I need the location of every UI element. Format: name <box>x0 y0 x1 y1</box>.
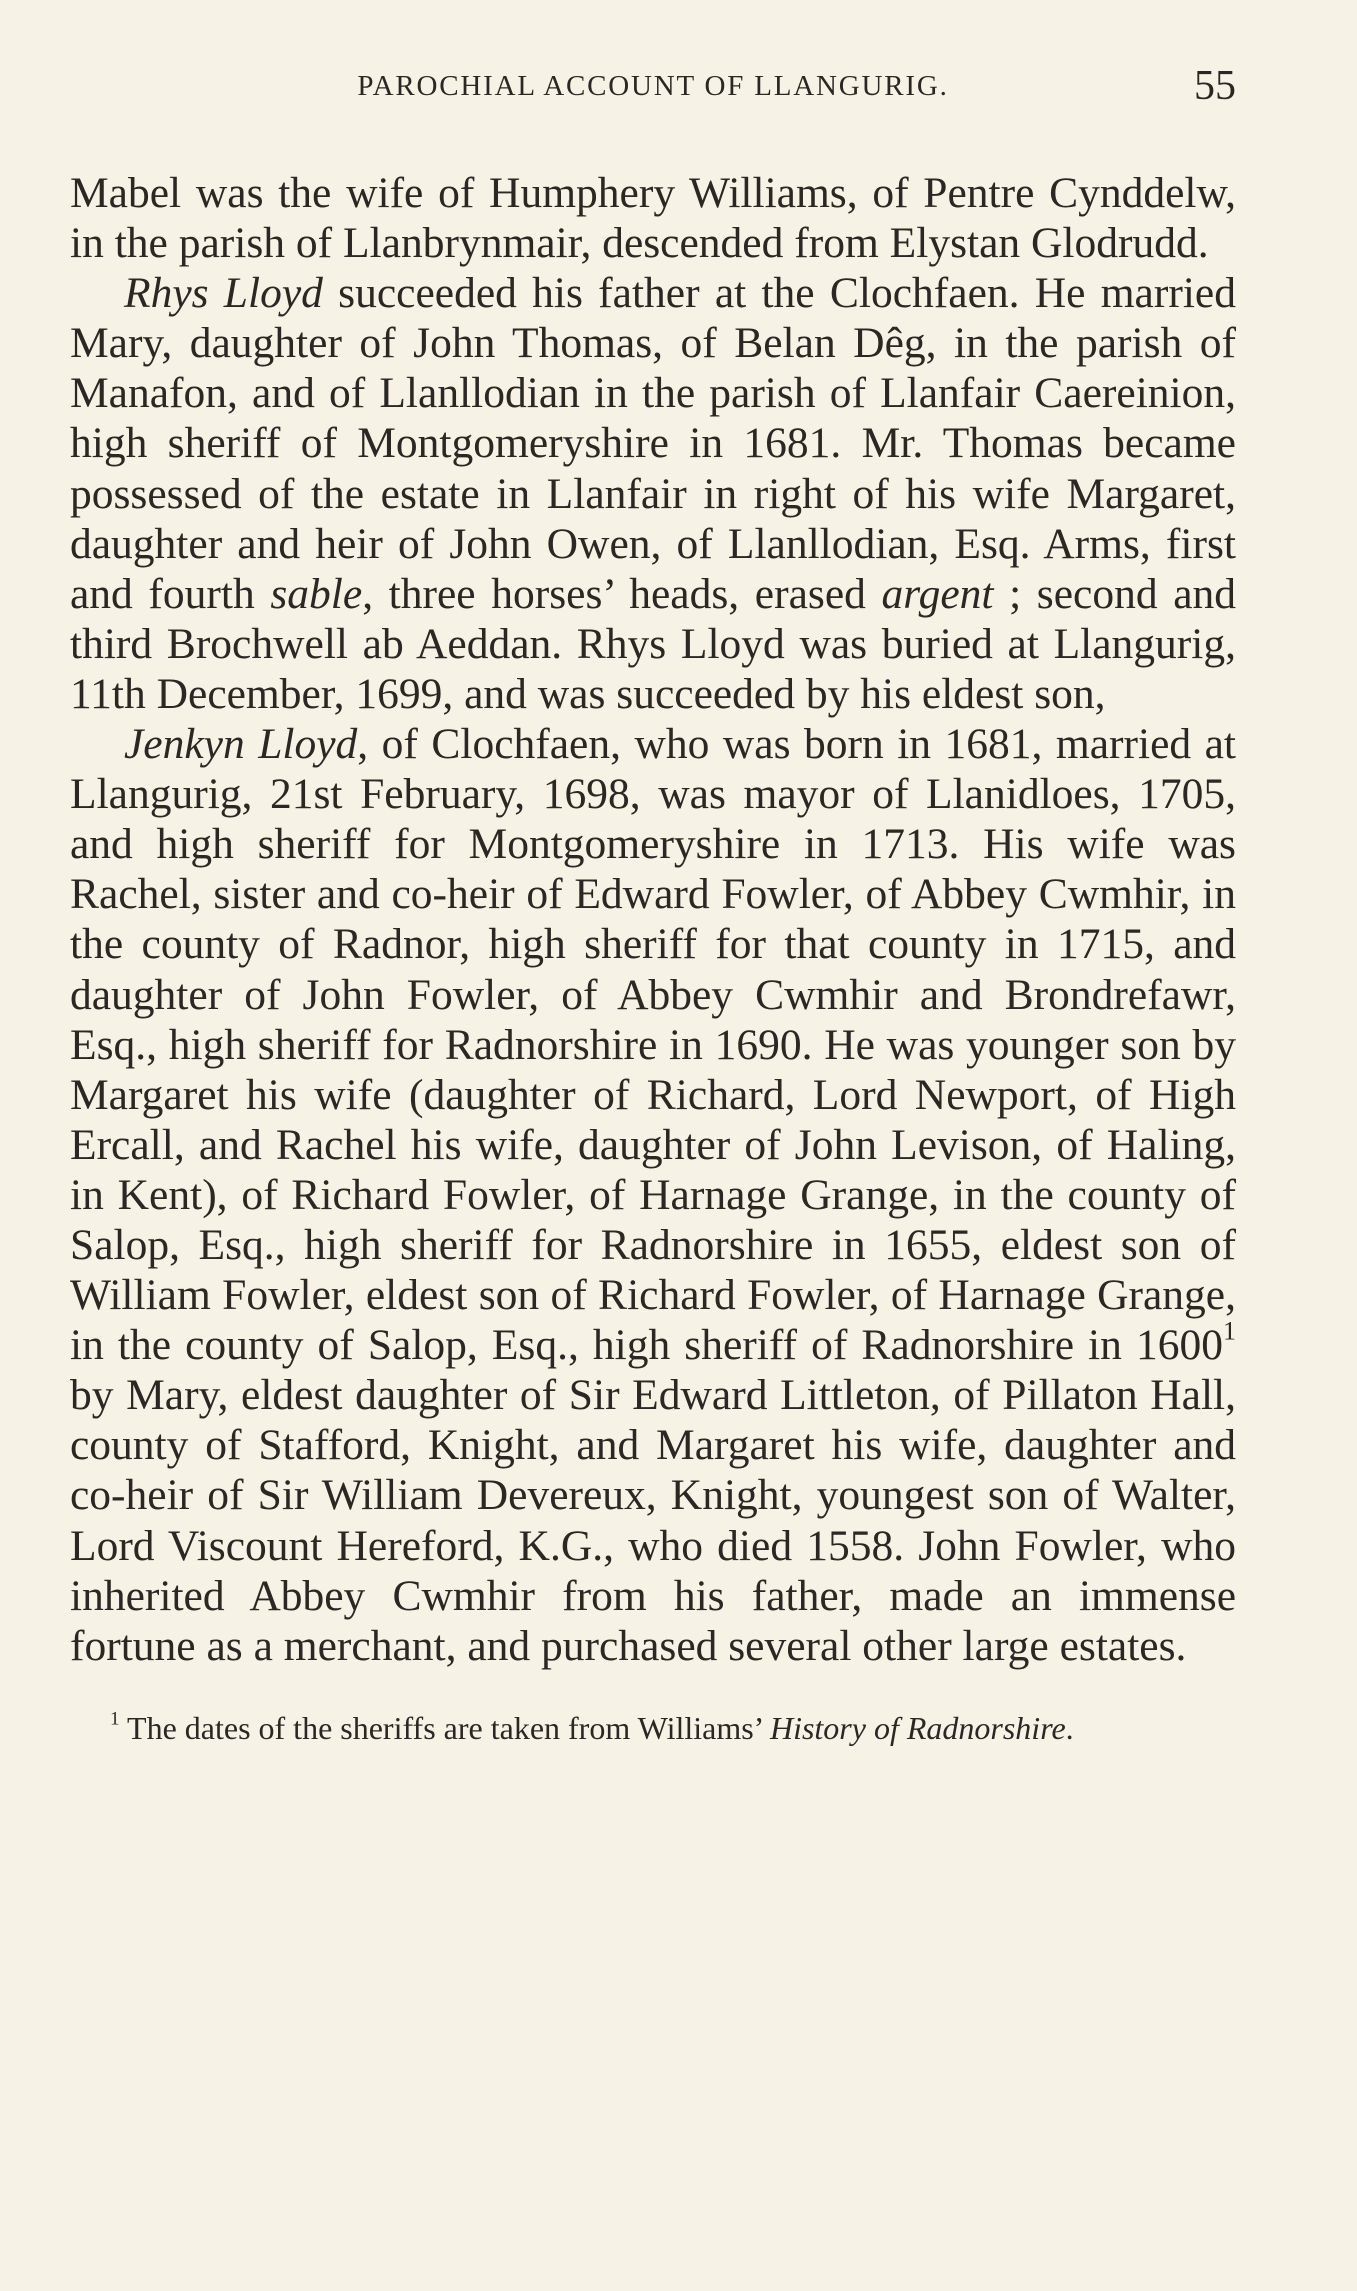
page-number: 55 <box>1194 63 1236 109</box>
body-text <box>70 168 1236 1671</box>
paragraph-text: ; second and third Brochwell ab Aeddan. Rhys Lloyd was buried at Llangurig, 11th December, 1699, and was succeeded by his eldest son, <box>70 569 1237 718</box>
footnote-mark: 1 <box>110 1708 120 1730</box>
footnote <box>70 1705 1236 1751</box>
paragraph-text: , three horses’ heads, erased <box>362 569 882 618</box>
book-page <box>70 62 1236 1751</box>
name-jenkyn-lloyd: Jenkyn Lloyd <box>124 720 358 769</box>
paragraph-mabel: Mabel was the wife of Humphery Williams, of Pentre Cynddelw, in the parish of Llanbrynmair, descended from Elystan Glodrudd. <box>70 169 1236 268</box>
footnote-book-title: History of Radnorshire <box>769 1709 1066 1746</box>
name-rhys-lloyd: Rhys Lloyd <box>124 269 323 318</box>
heraldic-term-sable: sable <box>270 569 363 618</box>
page-header <box>70 62 1236 122</box>
paragraph-text: succeeded his father at the Clochfaen. He married Mary, daughter of John Thomas, of Belan Dêg, in the parish of Manafon, and of Llanllodian in the parish of Llanfair Caereinion, high sheriff of Montgomeryshire in 1681. Mr. Thomas became possessed of the estate in Llanfair in right of his wife Margaret, daughter and heir of John Owen, of Llanllodian, Esq. Arms, first and fourth <box>70 269 1236 618</box>
paragraph-jenkyn-lloyd <box>70 719 1236 1671</box>
paragraph-text: , of Clochfaen, who was born in 1681, married at Llangurig, 21st February, 1698, was mayor of Llanidloes, 1705, and high sheriff for Montgomeryshire in 1713. His wife was Rachel, sister and co-heir of Edward Fowler, of Abbey Cwmhir, in the county of Radnor, high sheriff for that county in 1715, and daughter of John Fowler, of Abbey Cwmhir and Brondrefawr, Esq., high sheriff for Radnorshire in 1690. He was younger son by Margaret his wife (daughter of Richard, Lord Newport, of High Ercall, and Rachel his wife, daughter of John Levison, of Haling, in Kent), of Richard Fowler, of Harnage Grange, in the county of Salop, Esq., high sheriff for Radnorshire in 1655, eldest son of William Fowler, eldest son of Richard Fowler, of Harnage Grange, in the county of Salop, Esq., high sheriff of Radnorshire in 1600 <box>70 720 1236 1370</box>
footnote-reference: 1 <box>1222 1316 1236 1346</box>
footnote-end: . <box>1065 1709 1074 1746</box>
footnote-text: The dates of the sheriffs are taken from Williams’ <box>119 1709 770 1746</box>
heraldic-term-argent: argent <box>881 569 994 618</box>
paragraph-rhys-lloyd <box>70 268 1236 719</box>
running-title: PAROCHIAL ACCOUNT OF LLANGURIG. <box>357 70 949 102</box>
paragraph-text: by Mary, eldest daughter of Sir Edward Littleton, of Pillaton Hall, county of Stafford, Knight, and Margaret his wife, daughter and co-heir of Sir William Devereux, Knight, youngest son of Walter, Lord Viscount Hereford, K.G., who died 1558. John Fowler, who inherited Abbey Cwmhir from his father, made an immense fortune as a merchant, and purchased several other large estates. <box>70 1371 1236 1670</box>
